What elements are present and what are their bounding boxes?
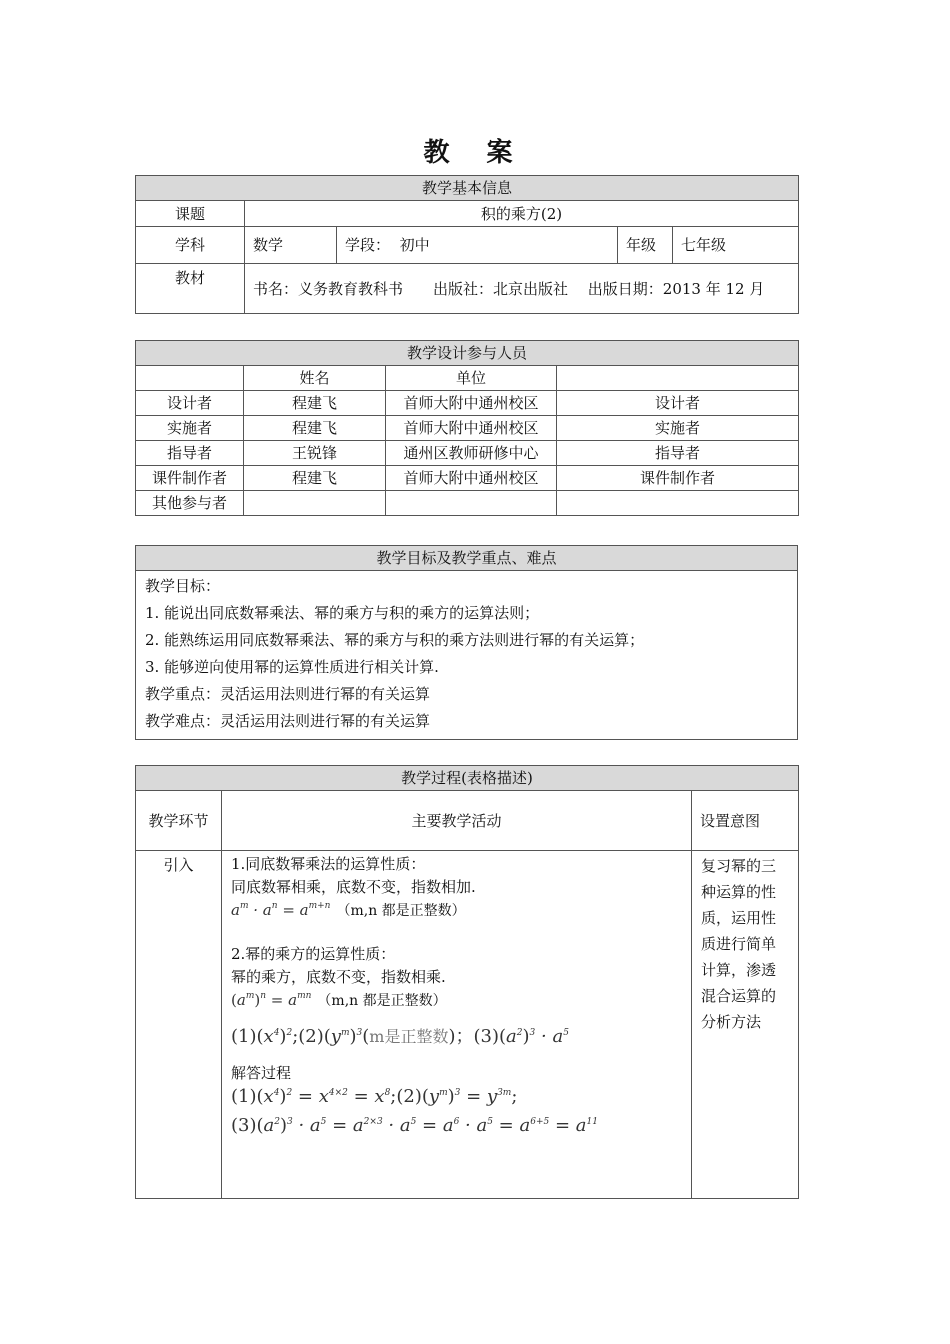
role-cell: 实施者 [136, 416, 244, 441]
stage-label: 学段： [345, 236, 391, 254]
material-value: 书名：义务教育教科书 出版社：北京出版社 出版日期：2013 年 12 月 [245, 264, 799, 314]
solution-line-2: $(3)(a^2)^3 \cdot a^5 = a^{2\times 3} \cdot a^5 = a^6 \cdot a^5 = a^{6+5} = a^{11}$ [231, 1115, 598, 1136]
process-header: 教学过程(表格描述) [136, 766, 799, 791]
unit-cell [386, 491, 557, 516]
name-cell: 程建飞 [244, 416, 386, 441]
activity-cell [222, 851, 692, 1199]
formula-product: $a^m \cdot a^n = a^{m+n}$ （m,n 都是正整数） [231, 901, 466, 919]
unit-cell: 首师大附中通州校区 [386, 416, 557, 441]
subject-label: 学科 [136, 227, 245, 264]
name-cell: 程建飞 [244, 391, 386, 416]
role-cell: 其他参与者 [136, 491, 244, 516]
goal-item: 3. 能够逆向使用幂的运算性质进行相关计算. [145, 658, 439, 676]
goals-header: 教学目标及教学重点、难点 [136, 546, 798, 571]
goals-intro: 教学目标： [145, 577, 221, 595]
solution-line-1: $(1)(x^4)^2 = x^{4\times 2}$ = $x^8;(2)(y^m)^3 = y^{3m}$; [231, 1086, 518, 1107]
table-row [136, 491, 799, 516]
role-cell: 设计者 [136, 391, 244, 416]
grade-label: 年级 [618, 227, 673, 264]
stage-cell [337, 227, 618, 264]
exercise-line: $(1)(x^4)^2;(2)(y^m)^3(m$是正整数)；$(3)(a^2)^3 \cdot a^5$ [231, 1026, 569, 1047]
role-cell: 课件制作者 [136, 466, 244, 491]
col-unit: 单位 [386, 366, 557, 391]
topic-label: 课题 [136, 201, 245, 227]
table-row [136, 466, 799, 491]
goals-table [135, 545, 798, 740]
people-header: 教学设计参与人员 [136, 341, 799, 366]
intent-cell: 复习幂的三种运算的性质，运用性质进行简单计算，渗透混合运算的分析方法 [692, 851, 799, 1199]
extra-cell: 设计者 [557, 391, 799, 416]
p2-rule: 幂的乘方，底数不变，指数相乘. [231, 968, 446, 986]
difficulty: 教学难点：灵活运用法则进行幂的有关运算 [145, 712, 431, 730]
p2-note: （m,n 都是正整数） [317, 993, 447, 1009]
name-cell: 王锐锋 [244, 441, 386, 466]
role-cell: 指导者 [136, 441, 244, 466]
unit-cell: 通州区教师研修中心 [386, 441, 557, 466]
extra-cell: 实施者 [557, 416, 799, 441]
stage-cell: 引入 [136, 851, 222, 1199]
basic-info-header: 教学基本信息 [136, 176, 799, 201]
topic-value: 积的乘方(2) [245, 201, 799, 227]
solution-label: 解答过程 [231, 1064, 292, 1082]
p3-note: m是正整数 [369, 1027, 449, 1046]
stage-value: 初中 [399, 236, 430, 254]
table-row [136, 391, 799, 416]
goal-item: 1. 能说出同底数幂乘法、幂的乘方与积的乘方的运算法则； [145, 604, 540, 622]
unit-cell: 首师大附中通州校区 [386, 391, 557, 416]
grade-value: 七年级 [673, 227, 799, 264]
key-point: 教学重点：灵活运用法则进行幂的有关运算 [145, 685, 431, 703]
goals-body [136, 571, 798, 740]
people-table [135, 340, 799, 516]
p1-title: 1.同底数幂乘法的运算性质： [231, 855, 426, 873]
table-row [136, 416, 799, 441]
p1-note: （m,n 都是正整数） [336, 903, 466, 919]
p2-title: 2.幂的乘方的运算性质： [231, 945, 396, 963]
col-intent: 设置意图 [692, 791, 799, 851]
subject-value: 数学 [245, 227, 337, 264]
name-cell [244, 491, 386, 516]
process-table [135, 765, 799, 1199]
basic-info-table [135, 175, 799, 314]
extra-cell: 指导者 [557, 441, 799, 466]
col-name: 姓名 [244, 366, 386, 391]
col-activity: 主要教学活动 [222, 791, 692, 851]
formula-power: $(a^m)^n = a^{mn}$ （m,n 都是正整数） [231, 991, 447, 1009]
col-stage: 教学环节 [136, 791, 222, 851]
goal-item: 2. 能熟练运用同底数幂乘法、幂的乘方与积的乘方法则进行幂的有关运算； [145, 631, 645, 649]
extra-cell [557, 491, 799, 516]
unit-cell: 首师大附中通州校区 [386, 466, 557, 491]
p1-rule: 同底数幂相乘，底数不变，指数相加. [231, 878, 476, 896]
doc-title: 教 案 [423, 138, 527, 168]
table-row [136, 441, 799, 466]
material-label: 教材 [136, 264, 245, 314]
name-cell: 程建飞 [244, 466, 386, 491]
extra-cell: 课件制作者 [557, 466, 799, 491]
